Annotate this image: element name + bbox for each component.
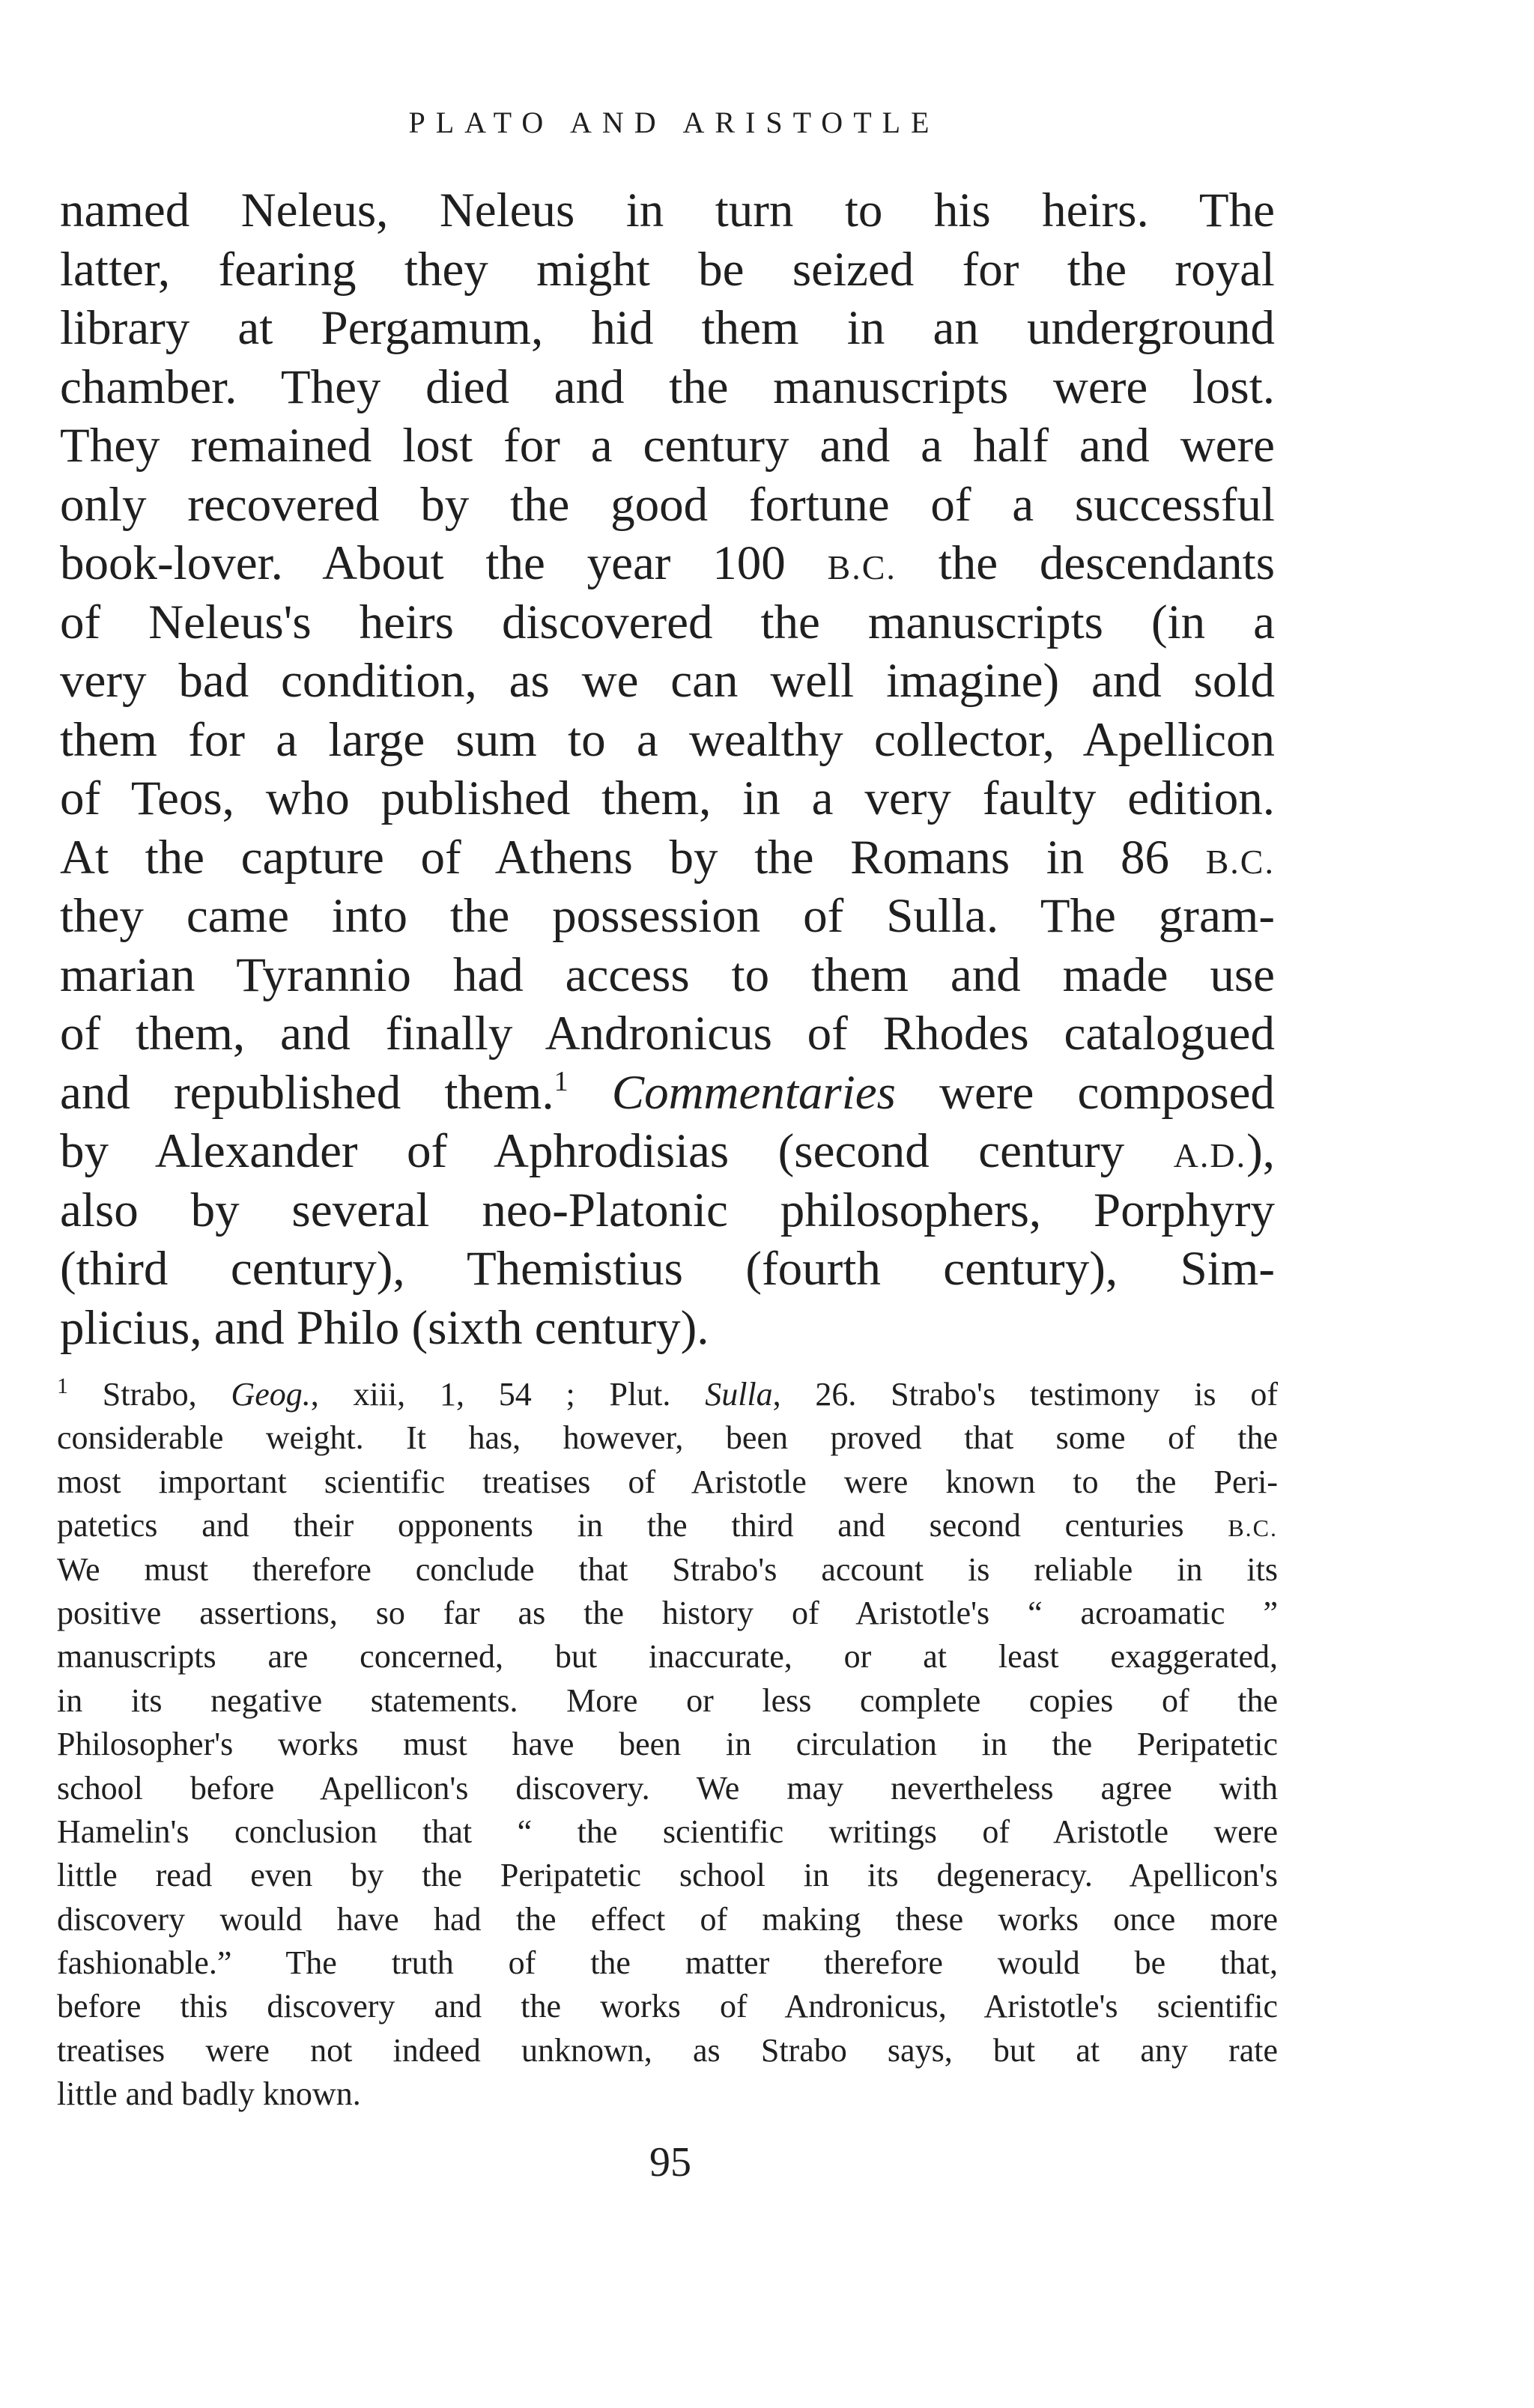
text-run: them for a large sum to a wealthy collector, Apellicon (60, 712, 1275, 767)
text-line (60, 946, 1275, 1005)
footnote (57, 1373, 1278, 2117)
text-run: ), (1246, 1124, 1275, 1178)
page-number: 95 (649, 2139, 691, 2186)
text-run: very bad condition, as we can well imagine) and sold (60, 654, 1275, 708)
footnote-line (57, 1898, 1278, 1941)
text-run: considerable weight. It has, however, been proved that some of the (57, 1419, 1278, 1457)
text-run: little read even by the Peripatetic school in its degeneracy. Apellicon's (57, 1857, 1278, 1894)
text-line (60, 593, 1275, 652)
footnote-line (57, 1635, 1278, 1678)
text-line (60, 1122, 1275, 1181)
text-line (60, 711, 1275, 770)
small-caps-text: B.C. (1228, 1514, 1278, 1542)
text-line (60, 828, 1275, 888)
text-run: also by several neo-Platonic philosophers, Porphyry (60, 1183, 1275, 1237)
text-run: patetics and their opponents in the third and second centuries (57, 1507, 1228, 1544)
small-caps-text: A.D. (1173, 1136, 1247, 1174)
footnote-line (57, 1985, 1278, 2028)
text-line (60, 652, 1275, 711)
text-run (569, 1066, 612, 1120)
text-line (60, 181, 1275, 240)
footnote-line (57, 1810, 1278, 1854)
text-line (60, 1181, 1275, 1240)
footnote-line (57, 1504, 1278, 1547)
text-run: They remained lost for a century and a half and were (60, 419, 1275, 473)
text-run: positive assertions, so far as the history of Aristotle's “ acroamatic ” (57, 1594, 1278, 1631)
text-run: Philosopher's works must have been in circulation in the Peripatetic (57, 1726, 1278, 1763)
text-run: of Teos, who published them, in a very faulty edition. (60, 771, 1275, 825)
text-run: chamber. They died and the manuscripts were lost. (60, 360, 1275, 414)
text-run: library at Pergamum, hid them in an underground (60, 301, 1275, 355)
text-line (60, 1064, 1275, 1123)
small-caps-text: B.C. (827, 548, 897, 586)
text-run: Hamelin's conclusion that “ the scientific writings of Aristotle were (57, 1813, 1278, 1850)
footnote-line (57, 1723, 1278, 1766)
italic-text: Geog. (231, 1376, 311, 1413)
text-run: and republished them. (60, 1065, 554, 1120)
text-run: of Neleus's heirs discovered the manuscripts (in a (60, 595, 1275, 649)
text-line (60, 769, 1275, 828)
text-run: manuscripts are concerned, but inaccurate, or at least exaggerated, (57, 1638, 1278, 1675)
text-run: school before Apellicon's discovery. We may nevertheless agree with (57, 1769, 1278, 1807)
text-run: they came into the possession of Sulla. The gram- (60, 889, 1275, 943)
small-caps-text: B.C. (1205, 842, 1275, 881)
text-line (60, 1240, 1275, 1299)
italic-text: Sulla (705, 1376, 773, 1413)
text-run: marian Tyrannio had access to them and made use (60, 947, 1275, 1002)
text-run: of them, and finally Andronicus of Rhodes catalogued (60, 1007, 1275, 1061)
text-run: in its negative statements. More or less complete copies of the (57, 1681, 1278, 1719)
text-line (60, 1299, 1275, 1358)
text-line (60, 416, 1275, 476)
italic-text: Commentaries (611, 1065, 896, 1120)
text-line (60, 1004, 1275, 1064)
footnote-line (57, 1592, 1278, 1635)
text-run: were composed (895, 1065, 1276, 1120)
text-run: , 26. Strabo's testimony is of (772, 1376, 1278, 1413)
footnote-line (57, 2029, 1278, 2072)
footnote-line (57, 1548, 1278, 1592)
footnote-line (57, 1854, 1278, 1897)
text-line (60, 358, 1275, 417)
footnote-line (57, 1416, 1278, 1460)
text-run: , xiii, 1, 54 ; Plut. (310, 1376, 706, 1413)
footnote-line (57, 1941, 1278, 1985)
footnote-line (57, 1767, 1278, 1810)
text-run: the descendants (896, 536, 1275, 590)
text-run: book-lover. About the year 100 (60, 536, 828, 590)
text-line (60, 534, 1275, 593)
text-run: little and badly known. (57, 2075, 361, 2113)
text-line (60, 299, 1275, 358)
footnote-marker: 1 (57, 1374, 68, 1398)
footnote-line (57, 1461, 1278, 1504)
footnote-marker: 1 (554, 1065, 569, 1097)
text-run: only recovered by the good fortune of a successful (60, 477, 1275, 532)
text-run: treatises were not indeed unknown, as Strabo says, but at any rate (57, 2031, 1278, 2069)
text-run: We must therefore conclude that Strabo's account is reliable in its (57, 1550, 1278, 1588)
footnote-line (57, 2072, 1278, 2116)
text-run: fashionable.” The truth of the matter therefore would be that, (57, 1944, 1278, 1982)
text-run: (third century), Themistius (fourth century), Sim- (60, 1242, 1275, 1296)
text-line (60, 476, 1275, 535)
footnote-line (57, 1679, 1278, 1723)
text-run: discovery would have had the effect of making these works once more (57, 1900, 1278, 1938)
running-head: PLATO AND ARISTOTLE (408, 106, 940, 139)
text-run: most important scientific treatises of Aristotle were known to the Peri- (57, 1463, 1278, 1500)
text-line (60, 887, 1275, 946)
text-run: At the capture of Athens by the Romans in 86 (60, 830, 1206, 885)
text-run: by Alexander of Aphrodisias (second century (60, 1124, 1174, 1178)
text-run: before this discovery and the works of Andronicus, Aristotle's scientific (57, 1988, 1278, 2025)
text-run: plicius, and Philo (sixth century). (60, 1300, 709, 1355)
text-run: named Neleus, Neleus in turn to his heirs. The (60, 184, 1275, 237)
body-text (60, 181, 1275, 1357)
text-run: Strabo, (68, 1376, 231, 1413)
text-line (60, 240, 1275, 300)
footnote-line (57, 1373, 1278, 1416)
text-run: latter, fearing they might be seized for the royal (60, 242, 1275, 297)
